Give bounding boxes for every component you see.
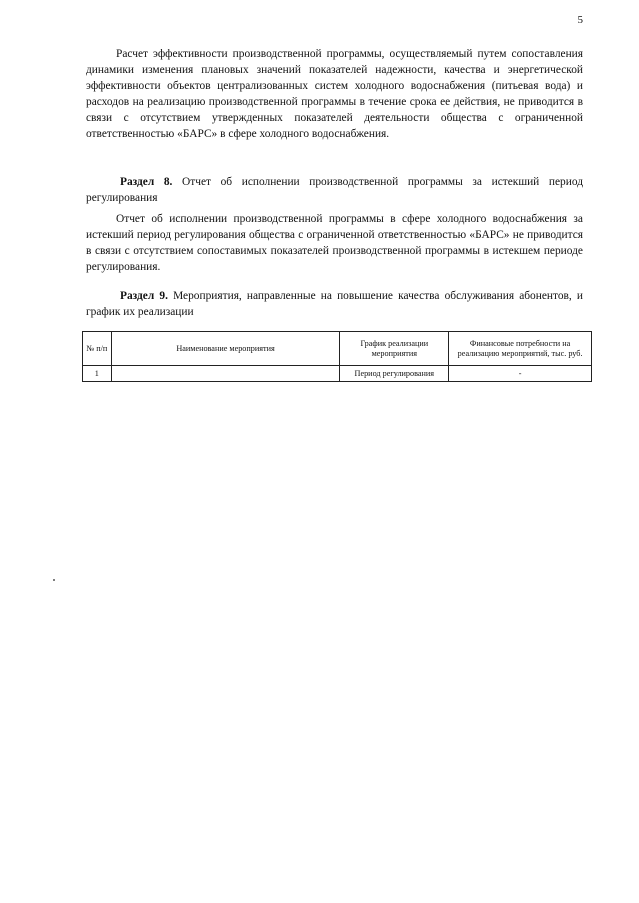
page-number: 5 xyxy=(577,14,583,26)
table-row xyxy=(83,366,592,382)
cell-schedule: Период регулирования xyxy=(340,366,449,382)
section-9-label: Раздел 9. xyxy=(120,290,168,302)
section-9-title: Мероприятия, направленные на повышение качества обслуживания абонентов, и график их реализации xyxy=(86,290,583,318)
section-8-label: Раздел 8. xyxy=(120,176,173,188)
section-9-heading xyxy=(86,288,583,320)
header-financial-needs: Финансовые потребности на реализацию мероприятий, тыс. руб. xyxy=(449,332,592,366)
table-header-row xyxy=(83,332,592,366)
paragraph-efficiency: Расчет эффективности производственной программы, осуществляемый путем сопоставления динамики изменения плановых значений показателей надежности, качества и энергетической эффективности объектов централизованных систем холодного водоснабжения (питьевая вода) и расходов на реализацию производственной программы в течение срока ее действия, не приводится в связи с отсутствием утвержденных показателей деятельности общества с ограниченной ответственностью «БАРС» в сфере холодного водоснабжения. xyxy=(86,48,583,140)
cell-financial-needs: - xyxy=(449,366,592,382)
header-schedule: График реализации мероприятия xyxy=(340,332,449,366)
cell-event-name xyxy=(111,366,340,382)
section-8-heading xyxy=(86,174,583,206)
section-8-body: Отчет об исполнении производственной программы в сфере холодного водоснабжения за истекший период регулирования общества с ограниченной ответственностью «БАРС» не приводится в связи с отсутствием сопоставимых показателей производственной программы в истекшем периоде регулирования. xyxy=(86,213,583,273)
scan-speck xyxy=(53,579,55,581)
section-8-title: Отчет об исполнении производственной программы за истекший период регулирования xyxy=(86,176,584,204)
header-number: № п/п xyxy=(83,332,112,366)
events-table xyxy=(82,331,592,382)
header-event-name: Наименование мероприятия xyxy=(111,332,340,366)
cell-number: 1 xyxy=(83,366,112,382)
